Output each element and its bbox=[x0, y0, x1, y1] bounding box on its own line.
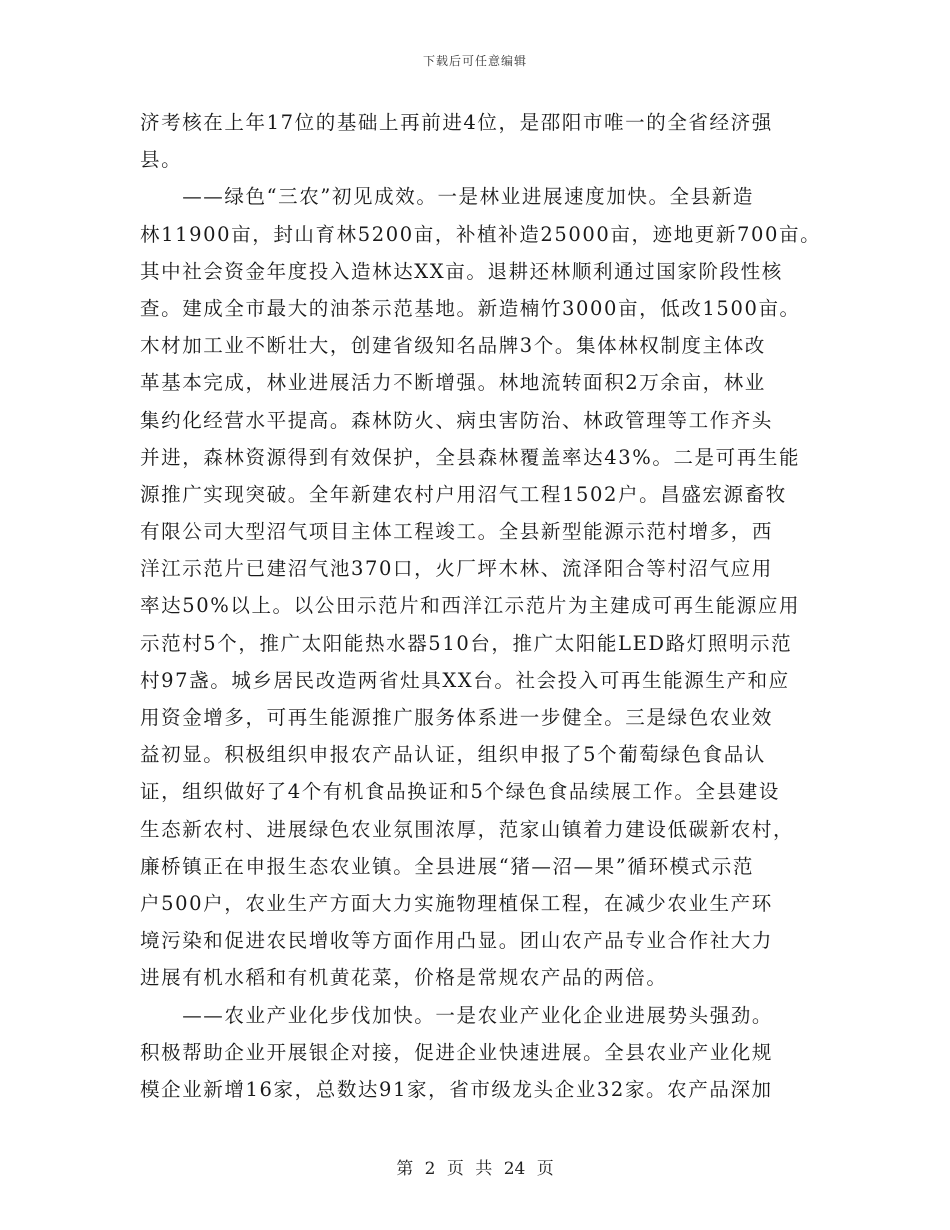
body-line: 木材加工业不断壮大，创建省级知名品牌3个。集体林权制度主体改 bbox=[140, 334, 766, 358]
body-line: 积极帮助企业开展银企对接，促进企业快速进展。全县农业产业化规 bbox=[140, 1040, 774, 1064]
body-line: 并进，森林资源得到有效保护，全县森林覆盖率达43%。二是可再生能 bbox=[140, 445, 801, 469]
page-number-footer: 第 2 页 共 24 页 bbox=[396, 1159, 554, 1179]
body-line: 有限公司大型沼气项目主体工程竣工。全县新型能源示范村增多，西 bbox=[140, 520, 774, 544]
body-line: ——农业产业化步伐加快。一是农业产业化企业进展势头强劲。 bbox=[140, 1003, 774, 1027]
body-line: 示范村5个，推广太阳能热水器510台，推广太阳能LED路灯照明示范 bbox=[140, 631, 793, 655]
body-line: 率达50%以上。以公田示范片和西洋江示范片为主建成可再生能源应用 bbox=[140, 594, 801, 618]
body-line: 进展有机水稻和有机黄花菜，价格是常规农产品的两倍。 bbox=[140, 966, 668, 990]
body-line: 革基本完成，林业进展活力不断增强。林地流转面积2万余亩，林业 bbox=[140, 371, 766, 395]
body-line: 其中社会资金年度投入造林达XX亩。退耕还林顺利通过国家阶段性核 bbox=[140, 259, 783, 283]
body-line: 济考核在上年17位的基础上再前进4位，是邵阳市唯一的全省经济强 bbox=[140, 111, 773, 134]
body-line: 查。建成全市最大的油茶示范基地。新造楠竹3000亩，低改1500亩。 bbox=[140, 296, 801, 320]
body-line: 模企业新增16家，总数达91家，省市级龙头企业32家。农产品深加 bbox=[140, 1077, 773, 1101]
body-line: 洋江示范片已建沼气池370口，火厂坪木林、流泽阳合等村沼气应用 bbox=[140, 557, 773, 581]
body-line: ——绿色“三农”初见成效。一是林业进展速度加快。全县新造 bbox=[140, 185, 754, 209]
body-line: 县。 bbox=[140, 148, 183, 172]
body-line: 集约化经营水平提高。森林防火、病虫害防治、林政管理等工作齐头 bbox=[140, 408, 774, 432]
document-body bbox=[140, 104, 822, 1108]
body-line: 户500户，农业生产方面大力实施物理植保工程，在减少农业生产环 bbox=[140, 891, 773, 915]
body-line: 生态新农村、进展绿色农业氛围浓厚，范家山镇着力建设低碳新农村， bbox=[140, 817, 795, 841]
body-line: 村97盏。城乡居民改造两省灶具XX台。社会投入可再生能源生产和应 bbox=[140, 668, 790, 692]
page-header-note: 下载后可任意编辑 bbox=[422, 54, 527, 68]
body-line: 源推广实现突破。全年新建农村户用沼气工程1502户。昌盛宏源畜牧 bbox=[140, 482, 787, 506]
body-line: 廉桥镇正在申报生态农业镇。全县进展“猪—沼—果”循环模式示范 bbox=[140, 854, 754, 878]
body-line: 用资金增多，可再生能源推广服务体系进一步健全。三是绿色农业效 bbox=[140, 706, 774, 729]
body-line: 益初显。积极组织申报农产品认证，组织申报了5个葡萄绿色食品认 bbox=[140, 743, 766, 767]
body-line: 林11900亩，封山育林5200亩，补植补造25000亩，迹地更新700亩。 bbox=[140, 222, 822, 246]
body-line: 证，组织做好了4个有机食品换证和5个绿色食品续展工作。全县建设 bbox=[140, 780, 780, 804]
body-line: 境污染和促进农民增收等方面作用凸显。团山农产品专业合作社大力 bbox=[140, 929, 774, 953]
